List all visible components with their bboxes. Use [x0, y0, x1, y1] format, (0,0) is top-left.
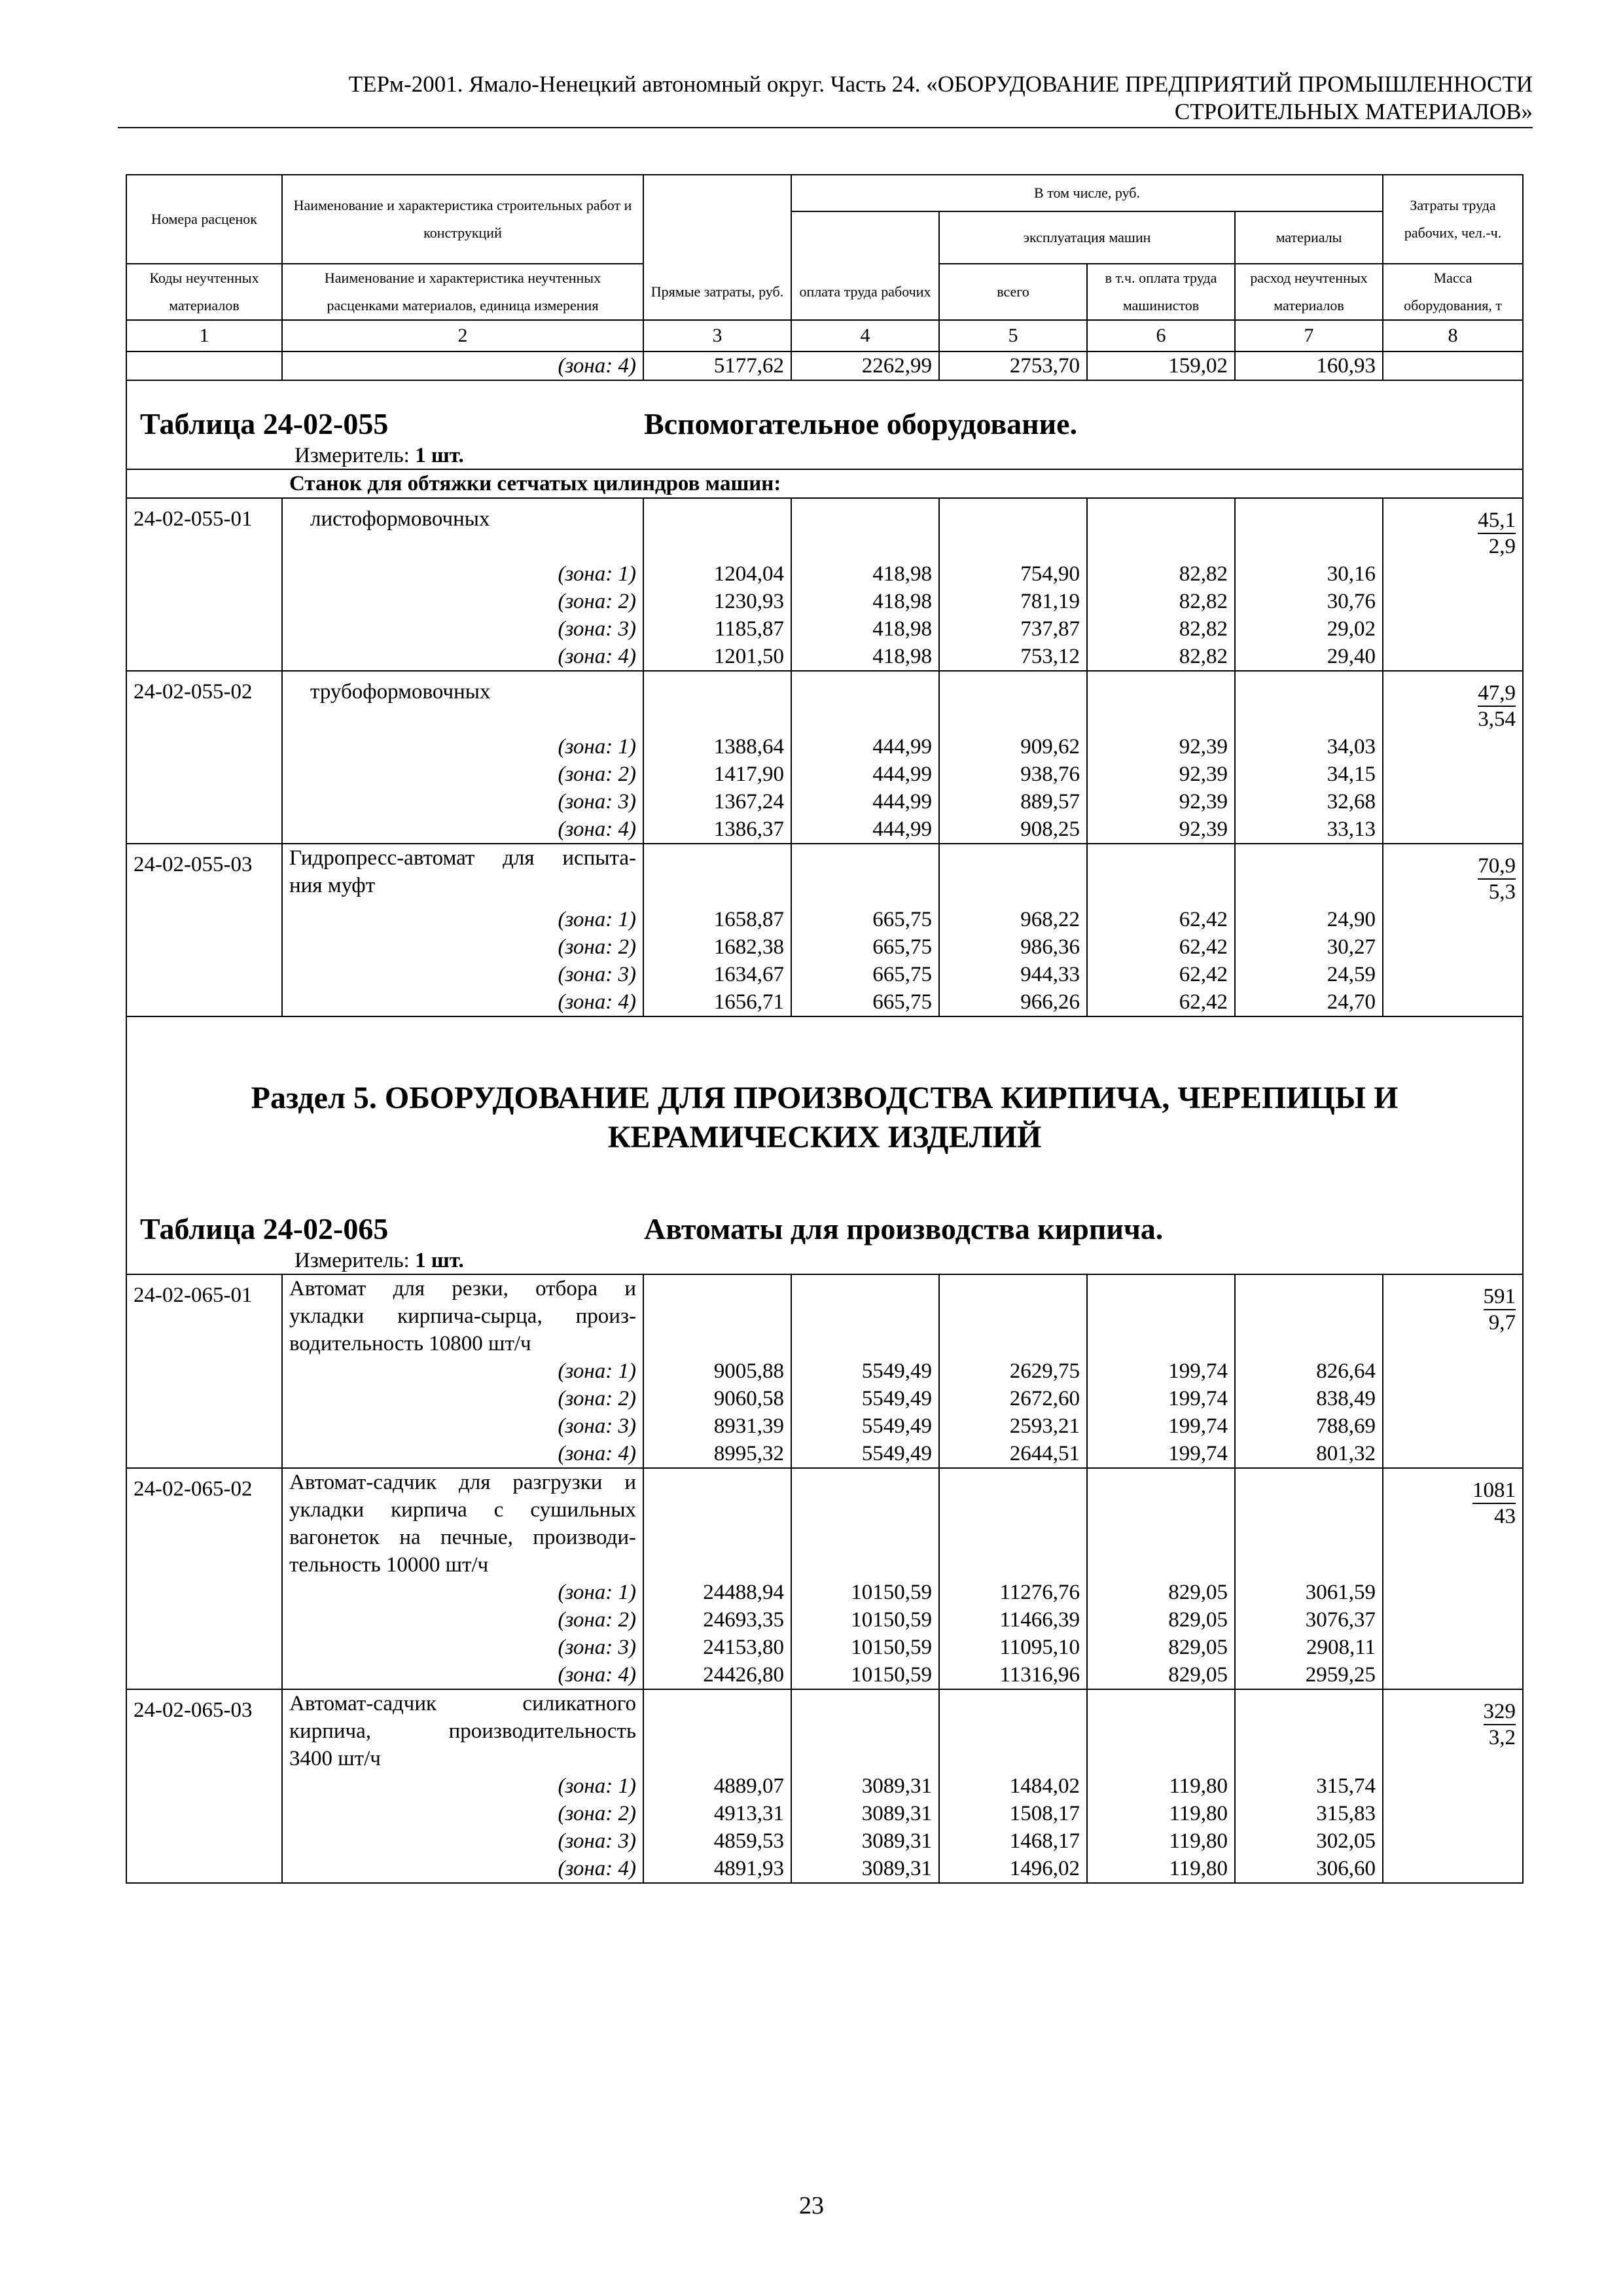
equipment-mass-value: 3,2 — [1488, 1726, 1516, 1749]
equipment-mass-value: 43 — [1494, 1505, 1516, 1528]
cell-value: 160,93 — [1235, 351, 1383, 380]
cell-value: 34,15 — [1235, 761, 1383, 788]
cell-value: 1367,24 — [643, 788, 791, 816]
cell-value: 826,64 — [1235, 1357, 1383, 1385]
cell-value: 315,74 — [1235, 1772, 1383, 1800]
cell-value: 5549,49 — [791, 1357, 939, 1385]
cell-value: 9060,58 — [643, 1385, 791, 1412]
cell-value: 665,75 — [791, 988, 939, 1016]
cell-value: 908,25 — [939, 816, 1087, 844]
cell-value: 34,03 — [1235, 733, 1383, 761]
cell-value: 10150,59 — [791, 1606, 939, 1634]
cell-value: 2629,75 — [939, 1357, 1087, 1385]
item-head-row — [126, 671, 1523, 733]
header-work-name: Наименование и характеристика строительных работ и конструкций — [282, 175, 643, 264]
table-row — [126, 1579, 1523, 1606]
cell-value: 418,98 — [791, 643, 939, 671]
cell-value: 986,36 — [939, 933, 1087, 961]
cell-value: 829,05 — [1087, 1634, 1235, 1661]
cell-value: 119,80 — [1087, 1800, 1235, 1827]
cell-value: 3089,31 — [791, 1855, 939, 1883]
cell-value: 159,02 — [1087, 351, 1235, 380]
zone-label: (зона: 1) — [282, 1579, 643, 1606]
table-row — [126, 351, 1523, 380]
cell-value: 2262,99 — [791, 351, 939, 380]
cell-value: 889,57 — [939, 788, 1087, 816]
cell-value: 11276,76 — [939, 1579, 1087, 1606]
cell-value: 82,82 — [1087, 615, 1235, 643]
cell-value: 24153,80 — [643, 1634, 791, 1661]
item-name: листоформовочных — [310, 507, 490, 531]
cell-value: 10150,59 — [791, 1634, 939, 1661]
table-row — [126, 733, 1523, 761]
header-workers-pay: оплата труда рабочих — [791, 264, 939, 320]
column-number: 3 — [643, 320, 791, 351]
rates-table — [126, 174, 1524, 1884]
column-numbers-row — [126, 320, 1523, 351]
cell-value: 315,83 — [1235, 1800, 1383, 1827]
table-row — [126, 643, 1523, 671]
cell-value: 3076,37 — [1235, 1606, 1383, 1634]
cell-value: 24693,35 — [643, 1606, 791, 1634]
labor-mass-fraction — [1478, 681, 1516, 732]
item-head-row — [126, 1274, 1523, 1357]
cell-value: 11095,10 — [939, 1634, 1087, 1661]
cell-value: 1185,87 — [643, 615, 791, 643]
header-including: В том числе, руб. — [791, 175, 1383, 211]
header-total: всего — [939, 264, 1087, 320]
column-number: 2 — [282, 320, 643, 351]
header-machine-operation: эксплуатация машин — [939, 211, 1235, 264]
column-number: 6 — [1087, 320, 1235, 351]
item-head-row — [126, 498, 1523, 560]
cell-value: 944,33 — [939, 961, 1087, 988]
cell-value: 788,69 — [1235, 1412, 1383, 1440]
table-subtitle: Вспомогательное оборудование. — [644, 407, 1078, 440]
cell-value: 62,42 — [1087, 906, 1235, 933]
cell-value: 781,19 — [939, 588, 1087, 615]
cell-value: 1508,17 — [939, 1800, 1087, 1827]
cell-value: 938,76 — [939, 761, 1087, 788]
table-row — [126, 588, 1523, 615]
cell-value: 3089,31 — [791, 1772, 939, 1800]
zone-label: (зона: 3) — [282, 1634, 643, 1661]
zone-label: (зона: 2) — [282, 761, 643, 788]
item-head-row — [126, 844, 1523, 906]
header-unaccounted-codes: Коды неучтенных материалов — [126, 264, 282, 320]
labor-mass-fraction — [1478, 853, 1516, 905]
item-name-line: укладки кирпича-сырца, произ- — [289, 1304, 636, 1328]
cell-value: 2644,51 — [939, 1440, 1087, 1468]
cell-value: 418,98 — [791, 560, 939, 588]
header-line-2: СТРОИТЕЛЬНЫХ МАТЕРИАЛОВ» — [1174, 99, 1533, 124]
cell-value: 24426,80 — [643, 1661, 791, 1689]
table-row — [126, 961, 1523, 988]
cell-value: 62,42 — [1087, 933, 1235, 961]
cell-value: 30,16 — [1235, 560, 1383, 588]
cell-value: 24,90 — [1235, 906, 1383, 933]
table-subtitle: Автоматы для производства кирпича. — [644, 1212, 1164, 1246]
labor-costs-value: 1081 — [1472, 1478, 1516, 1504]
cell-value: 3061,59 — [1235, 1579, 1383, 1606]
rate-code: 24-02-065-01 — [126, 1274, 282, 1357]
labor-mass-fraction — [1484, 1699, 1516, 1750]
header-unaccounted-name: Наименование и характеристика неучтенных расценками материалов, единица измерения — [282, 264, 643, 320]
section-title — [140, 1079, 1509, 1157]
cell-value: 753,12 — [939, 643, 1087, 671]
cell-value: 754,90 — [939, 560, 1087, 588]
table-row — [126, 1772, 1523, 1800]
zone-label: (зона: 2) — [282, 1800, 643, 1827]
equipment-mass-value: 9,7 — [1488, 1311, 1516, 1335]
equipment-mass-value: 3,54 — [1478, 708, 1516, 731]
item-name-line: кирпича, производительность — [289, 1719, 636, 1743]
table-row — [126, 1827, 1523, 1855]
labor-mass-fraction — [1484, 1284, 1516, 1335]
cell-value: 444,99 — [791, 733, 939, 761]
zone-label: (зона: 4) — [282, 351, 643, 380]
column-number: 5 — [939, 320, 1087, 351]
header-rate-numbers: Номера расценок — [126, 175, 282, 264]
cell-value: 737,87 — [939, 615, 1087, 643]
cell-value: 199,74 — [1087, 1412, 1235, 1440]
table-row — [126, 1440, 1523, 1468]
cell-value: 418,98 — [791, 615, 939, 643]
item-name-line: водительность 10800 шт/ч — [289, 1332, 531, 1355]
cell-value: 5549,49 — [791, 1385, 939, 1412]
column-number: 4 — [791, 320, 939, 351]
table-title: Таблица 24-02-055 — [140, 407, 389, 440]
table-row — [126, 1385, 1523, 1412]
item-name-line: Гидропресс-автомат для испыта- — [289, 846, 636, 870]
equipment-mass-value: 5,3 — [1488, 880, 1516, 904]
cell-value: 3089,31 — [791, 1800, 939, 1827]
header-labor-costs: Затраты труда рабочих, чел.-ч. — [1383, 175, 1523, 264]
cell-value: 62,42 — [1087, 961, 1235, 988]
table-header — [126, 175, 1523, 351]
zone-label: (зона: 1) — [282, 1357, 643, 1385]
table-row — [126, 615, 1523, 643]
cell-value: 1230,93 — [643, 588, 791, 615]
rate-code: 24-02-055-02 — [126, 671, 282, 733]
cell-value: 838,49 — [1235, 1385, 1383, 1412]
cell-value: 8931,39 — [643, 1412, 791, 1440]
rate-code: 24-02-055-01 — [126, 498, 282, 560]
cell-value: 4859,53 — [643, 1827, 791, 1855]
column-number: 7 — [1235, 320, 1383, 351]
cell-value: 444,99 — [791, 788, 939, 816]
cell-value: 665,75 — [791, 933, 939, 961]
header-line-1: ТЕРм-2001. Ямало-Ненецкий автономный округ. Часть 24. «ОБОРУДОВАНИЕ ПРЕДПРИЯТИЙ ПРОМЫШЛЕННОСТИ — [348, 71, 1533, 97]
column-number: 1 — [126, 320, 282, 351]
cell-value: 82,82 — [1087, 588, 1235, 615]
labor-costs-value: 45,1 — [1478, 508, 1516, 534]
cell-value: 444,99 — [791, 816, 939, 844]
cell-value: 199,74 — [1087, 1385, 1235, 1412]
cell-value: 1634,67 — [643, 961, 791, 988]
cell-value: 968,22 — [939, 906, 1087, 933]
cell-value: 966,26 — [939, 988, 1087, 1016]
cell-value: 665,75 — [791, 961, 939, 988]
cell-value: 92,39 — [1087, 761, 1235, 788]
cell-value: 5549,49 — [791, 1412, 939, 1440]
cell-value: 92,39 — [1087, 733, 1235, 761]
zone-label: (зона: 4) — [282, 643, 643, 671]
section-title-line: КЕРАМИЧЕСКИХ ИЗДЕЛИЙ — [607, 1120, 1042, 1155]
cell-value: 1658,87 — [643, 906, 791, 933]
labor-mass-fraction — [1478, 508, 1516, 559]
cell-value: 306,60 — [1235, 1855, 1383, 1883]
cell-value: 8995,32 — [643, 1440, 791, 1468]
labor-costs-value: 47,9 — [1478, 681, 1516, 707]
table-row — [126, 1357, 1523, 1385]
zone-label: (зона: 4) — [282, 1661, 643, 1689]
table-row — [126, 1855, 1523, 1883]
cell-value: 5177,62 — [643, 351, 791, 380]
zone-label: (зона: 3) — [282, 1412, 643, 1440]
table-row — [126, 560, 1523, 588]
cell-value: 119,80 — [1087, 1855, 1235, 1883]
cell-value: 2672,60 — [939, 1385, 1087, 1412]
equipment-mass-value: 2,9 — [1488, 535, 1516, 558]
cell-value: 1496,02 — [939, 1855, 1087, 1883]
zone-label: (зона: 2) — [282, 1385, 643, 1412]
cell-value: 199,74 — [1087, 1440, 1235, 1468]
cell-value: 302,05 — [1235, 1827, 1383, 1855]
measure-value: 1 шт. — [415, 1249, 464, 1272]
cell-value: 32,68 — [1235, 788, 1383, 816]
table-row — [126, 1412, 1523, 1440]
zone-label: (зона: 2) — [282, 588, 643, 615]
cell-value: 3089,31 — [791, 1827, 939, 1855]
labor-costs-value: 70,9 — [1478, 853, 1516, 880]
cell-value: 1417,90 — [643, 761, 791, 788]
cell-value: 1656,71 — [643, 988, 791, 1016]
zone-label: (зона: 4) — [282, 988, 643, 1016]
cell-value: 2959,25 — [1235, 1661, 1383, 1689]
zone-label: (зона: 3) — [282, 615, 643, 643]
labor-costs-value: 591 — [1484, 1284, 1516, 1310]
cell-value: 829,05 — [1087, 1606, 1235, 1634]
section-title-line: Раздел 5. ОБОРУДОВАНИЕ ДЛЯ ПРОИЗВОДСТВА КИРПИЧА, ЧЕРЕПИЦЫ И — [251, 1081, 1399, 1115]
cell-value: 2753,70 — [939, 351, 1087, 380]
table-row — [126, 788, 1523, 816]
cell-value: 1386,37 — [643, 816, 791, 844]
group-title: Станок для обтяжки сетчатых цилиндров машин: — [289, 472, 781, 495]
group-title-row — [126, 469, 1523, 498]
zone-label: (зона: 4) — [282, 1855, 643, 1883]
rate-code: 24-02-055-03 — [126, 844, 282, 906]
cell-value: 4913,31 — [643, 1800, 791, 1827]
header-materials: материалы — [1235, 211, 1383, 264]
zone-label: (зона: 2) — [282, 1606, 643, 1634]
item-name — [289, 1690, 636, 1772]
zone-label: (зона: 1) — [282, 560, 643, 588]
zone-label: (зона: 4) — [282, 816, 643, 844]
item-name-line: укладки кирпича с сушильных — [289, 1498, 636, 1522]
cell-value: 1388,64 — [643, 733, 791, 761]
table-row — [126, 1661, 1523, 1689]
cell-value: 82,82 — [1087, 643, 1235, 671]
cell-value: 24,70 — [1235, 988, 1383, 1016]
measure-label: Измеритель: — [294, 444, 410, 467]
header-machinists-pay: в т.ч. оплата труда машинистов — [1087, 264, 1235, 320]
column-number: 8 — [1383, 320, 1523, 351]
cell-value: 1484,02 — [939, 1772, 1087, 1800]
item-name — [289, 844, 636, 899]
cell-value: 1682,38 — [643, 933, 791, 961]
rate-code: 24-02-065-03 — [126, 1689, 282, 1772]
table-body — [126, 351, 1523, 1883]
cell-value: 119,80 — [1087, 1827, 1235, 1855]
table-row — [126, 761, 1523, 788]
cell-value: 1204,04 — [643, 560, 791, 588]
labor-mass-fraction — [1472, 1478, 1516, 1529]
item-name-line: 3400 шт/ч — [289, 1747, 381, 1770]
cell-value: 665,75 — [791, 906, 939, 933]
zone-label: (зона: 1) — [282, 906, 643, 933]
item-name-line: тельность 10000 шт/ч — [289, 1553, 489, 1577]
cell-value: 119,80 — [1087, 1772, 1235, 1800]
measure-unit — [140, 1247, 1509, 1274]
measure-label: Измеритель: — [294, 1249, 410, 1272]
cell-value: 29,02 — [1235, 615, 1383, 643]
item-name-line: Автомат для резки, отбора и — [289, 1277, 636, 1300]
table-row — [126, 1606, 1523, 1634]
cell-value: 24488,94 — [643, 1579, 791, 1606]
cell-value: 24,59 — [1235, 961, 1383, 988]
cell-value: 92,39 — [1087, 816, 1235, 844]
cell-value: 1201,50 — [643, 643, 791, 671]
cell-value: 444,99 — [791, 761, 939, 788]
page-header — [118, 71, 1533, 126]
table-row — [126, 1800, 1523, 1827]
item-head-row — [126, 1468, 1523, 1579]
cell-value: 801,32 — [1235, 1440, 1383, 1468]
cell-value: 1468,17 — [939, 1827, 1087, 1855]
labor-costs-value: 329 — [1484, 1699, 1516, 1725]
cell-value: 92,39 — [1087, 788, 1235, 816]
item-head-row — [126, 1689, 1523, 1772]
cell-value: 33,13 — [1235, 816, 1383, 844]
table-row — [126, 988, 1523, 1016]
cell-value: 418,98 — [791, 588, 939, 615]
page-number: 23 — [799, 2192, 824, 2219]
item-name — [289, 1275, 636, 1357]
table-row — [126, 906, 1523, 933]
cell-value: 829,05 — [1087, 1661, 1235, 1689]
header-equipment-mass: Масса оборудования, т — [1383, 264, 1523, 320]
cell-value: 5549,49 — [791, 1440, 939, 1468]
zone-label: (зона: 3) — [282, 788, 643, 816]
item-name-line: Автомат-садчик силикатного — [289, 1692, 636, 1715]
section-row — [126, 1016, 1523, 1274]
zone-label: (зона: 2) — [282, 933, 643, 961]
cell-value: 2908,11 — [1235, 1634, 1383, 1661]
measure-unit — [140, 442, 1509, 469]
header-direct-costs: Прямые затраты, руб. — [643, 264, 791, 320]
table-title-row — [126, 380, 1523, 469]
zone-label: (зона: 1) — [282, 1772, 643, 1800]
cell-value: 909,62 — [939, 733, 1087, 761]
cell-value: 30,76 — [1235, 588, 1383, 615]
header-unaccounted-consumption: расход неучтенных материалов — [1235, 264, 1383, 320]
cell-value: 82,82 — [1087, 560, 1235, 588]
item-name: трубоформовочных — [310, 680, 491, 704]
header-rule — [118, 127, 1533, 128]
cell-value: 9005,88 — [643, 1357, 791, 1385]
table-title: Таблица 24-02-065 — [140, 1212, 389, 1246]
cell-value: 11316,96 — [939, 1661, 1087, 1689]
cell-value: 29,40 — [1235, 643, 1383, 671]
cell-value: 62,42 — [1087, 988, 1235, 1016]
cell-value: 4889,07 — [643, 1772, 791, 1800]
zone-label: (зона: 1) — [282, 733, 643, 761]
cell-value: 30,27 — [1235, 933, 1383, 961]
zone-label: (зона: 3) — [282, 961, 643, 988]
zone-label: (зона: 3) — [282, 1827, 643, 1855]
cell-value: 10150,59 — [791, 1661, 939, 1689]
table-row — [126, 816, 1523, 844]
cell-value: 829,05 — [1087, 1579, 1235, 1606]
zone-label: (зона: 4) — [282, 1440, 643, 1468]
cell-value: 4891,93 — [643, 1855, 791, 1883]
cell-value: 199,74 — [1087, 1357, 1235, 1385]
cell-value: 10150,59 — [791, 1579, 939, 1606]
table-row — [126, 933, 1523, 961]
cell-value: 11466,39 — [939, 1606, 1087, 1634]
item-name-line: Автомат-садчик для разгрузки и — [289, 1471, 636, 1494]
item-name — [289, 1469, 636, 1579]
measure-value: 1 шт. — [415, 444, 464, 467]
table-row — [126, 1634, 1523, 1661]
item-name-line: ния муфт — [289, 874, 376, 897]
item-name-line: вагонеток на печные, производи- — [289, 1526, 636, 1549]
cell-value: 2593,21 — [939, 1412, 1087, 1440]
rate-code: 24-02-065-02 — [126, 1468, 282, 1579]
